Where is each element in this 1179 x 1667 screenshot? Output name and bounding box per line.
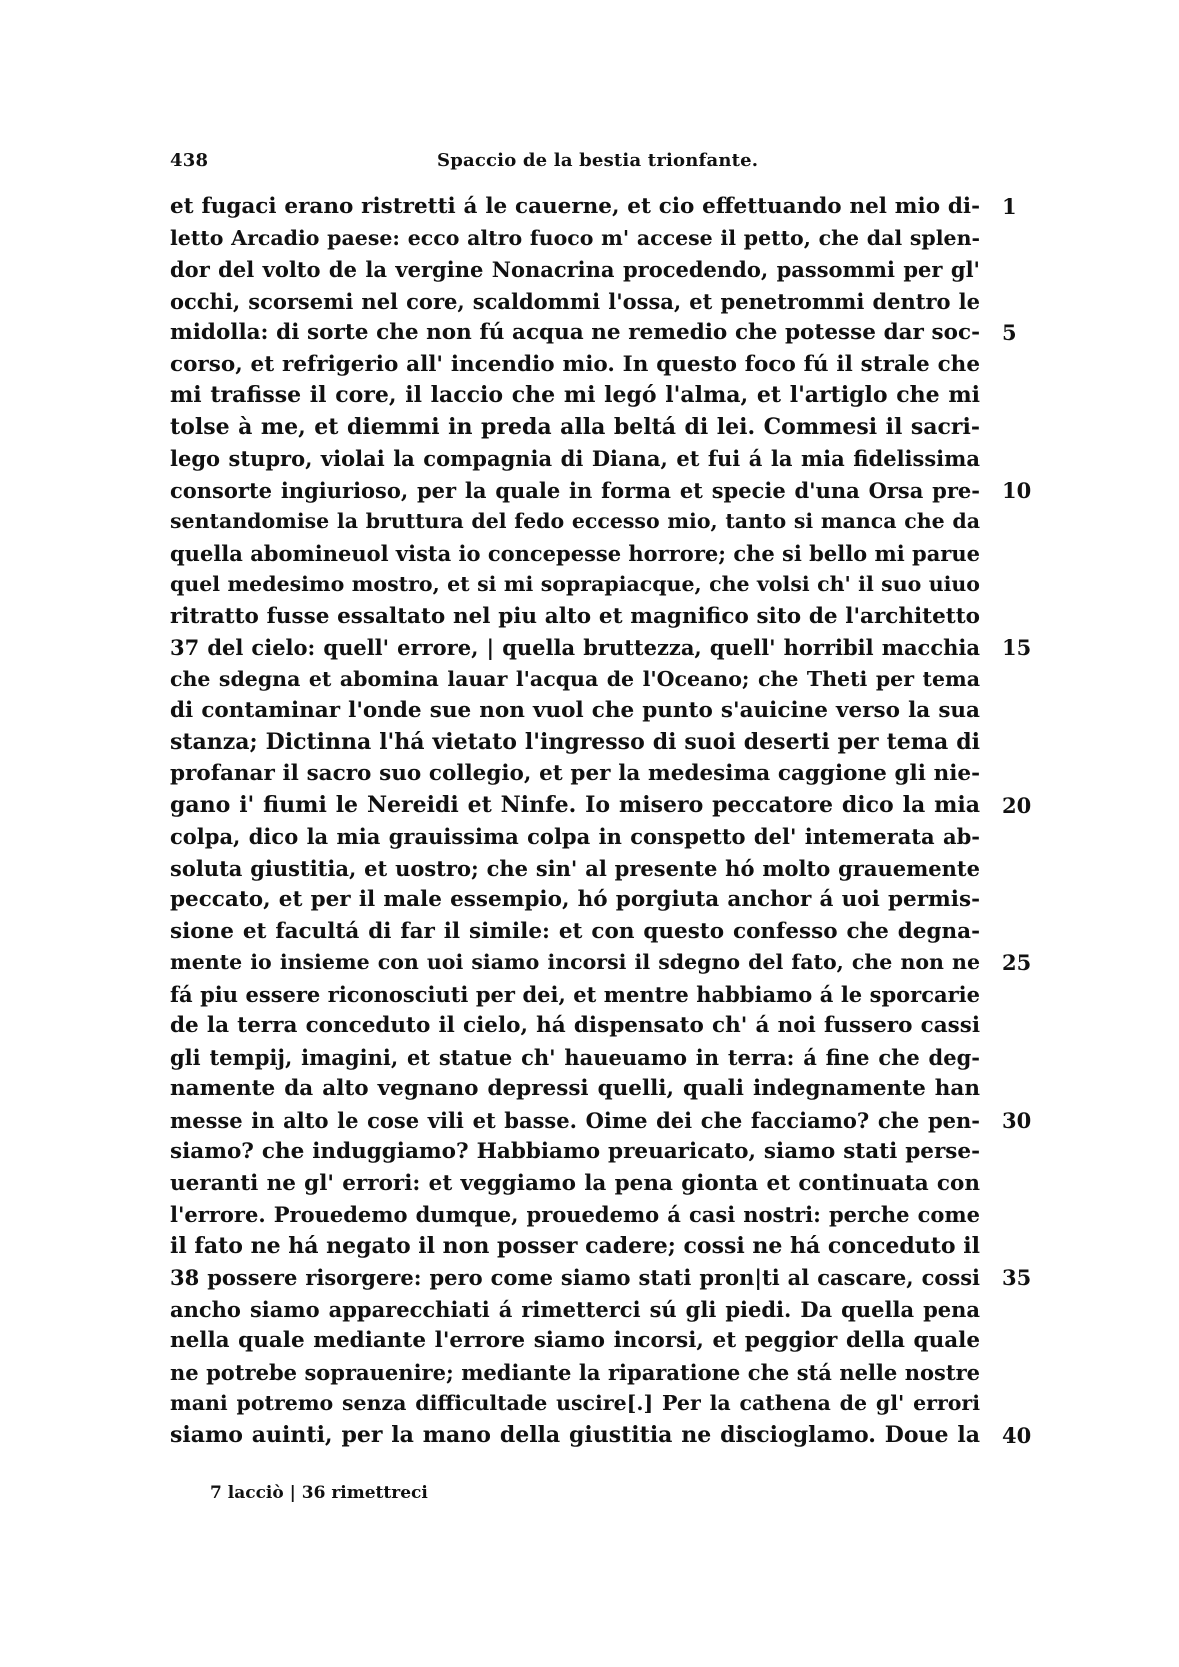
line-text: 37 del cielo: quell' errore, | quella bruttezza, quell' horribil macchia: [170, 635, 980, 660]
line-text: namente da alto vegnano depressi quelli, quali indegnamente han: [170, 1076, 980, 1101]
text-line: [170, 1357, 990, 1389]
line-text: occhi, scorsemi nel core, scaldommi l'ossa, et penetrommi dentro le: [170, 288, 980, 314]
line-text: ancho siamo apparecchiati á rimetterci sú gli piedi. Da quella pena: [170, 1296, 980, 1322]
text-line: [170, 1388, 990, 1420]
text-line: [170, 1325, 990, 1357]
line-number: 25: [1002, 950, 1032, 975]
text-line: [170, 664, 990, 696]
line-text: 38 possere risorgere: pero come siamo stati pron|ti al cascare, cossi: [170, 1265, 980, 1290]
line-number: 10: [1002, 477, 1032, 503]
line-text: tolse à me, et diemmi in preda alla beltá di lei. Commesi il sacri-: [170, 413, 980, 440]
text-line: [170, 632, 1032, 664]
line-text: quel medesimo mostro, et si mi soprapiacque, che volsi ch' il suo uiuo: [170, 572, 980, 596]
text-line: [170, 1199, 990, 1231]
text-line: [170, 349, 990, 381]
line-text: sione et facultá di far il simile: et con questo confesso che degna-: [170, 918, 980, 944]
line-text: consorte ingiurioso, per la quale in forma et specie d'una Orsa pre-: [170, 477, 980, 503]
line-text: letto Arcadio paese: ecco altro fuoco m' accese il petto, che dal splen-: [170, 225, 980, 250]
line-text: dor del volto de la vergine Nonacrina procedendo, passommi per gl': [170, 257, 980, 282]
text-line: [170, 884, 990, 916]
line-text: de la terra conceduto il cielo, há dispensato ch' á noi fussero cassi: [170, 1013, 980, 1038]
line-number: 20: [1002, 792, 1032, 818]
line-text: mani potremo senza difficultade uscire[.] Per la cathena de gl' errori: [170, 1391, 980, 1415]
text-line: [170, 1073, 990, 1105]
line-text: fá piu essere riconosciuti per dei, et mentre habbiamo á le sporcarie: [170, 981, 980, 1007]
line-text: di contaminar l'onde sue non vuol che punto s'auicine verso la sua: [170, 698, 980, 723]
line-text: gli tempij, imagini, et statue ch' haueuamo in terra: á fine che deg-: [170, 1044, 980, 1070]
line-text: quella abomineuol vista io concepesse horrore; che si bello mi parue: [170, 540, 980, 566]
line-text: sentandomise la bruttura del fedo eccesso mio, tanto si manca che da: [170, 509, 980, 533]
text-line: [170, 916, 990, 948]
running-title: Spaccio de la bestia trionfante.: [437, 150, 759, 171]
text-line: [170, 506, 990, 538]
line-text: midolla: di sorte che non fú acqua ne remedio che potesse dar soc-: [170, 320, 980, 345]
text-line: [170, 1168, 990, 1200]
line-text: ritratto fusse essaltato nel piu alto et magnifico sito de l'architetto: [170, 603, 980, 629]
text-line: [170, 1105, 1032, 1137]
line-text: siamo auinti, per la mano della giustitia ne discioglamo. Doue la: [170, 1421, 980, 1448]
text-line: [170, 601, 990, 633]
line-text: soluta giustitia, et uostro; che sin' al presente hó molto grauemente: [170, 855, 980, 881]
line-text: l'errore. Prouedemo dumque, prouedemo á casi nostri: perche come: [170, 1202, 980, 1227]
line-text: siamo? che induggiamo? Habbiamo preuaricato, siamo stati perse-: [170, 1139, 980, 1164]
line-text: et fugaci erano ristretti á le cauerne, et cio effettuando nel mio di-: [170, 194, 980, 219]
page-header: [170, 150, 990, 180]
line-text: ueranti ne gl' errori: et veggiamo la pena gionta et continuata con: [170, 1170, 980, 1196]
text-line: [170, 979, 990, 1011]
line-text: profanar il sacro suo collegio, et per la medesima caggione gli nie-: [170, 761, 980, 786]
line-number: 15: [1002, 635, 1032, 660]
text-line: [170, 1420, 1032, 1452]
text-line: [170, 821, 990, 853]
line-number: 30: [1002, 1107, 1032, 1133]
text-line: [170, 1294, 990, 1326]
text-line: [170, 286, 990, 318]
text-line: [170, 758, 990, 790]
line-text: peccato, et per il male essempio, hó porgiuta anchor á uoi permis-: [170, 887, 980, 912]
line-number: 40: [1002, 1422, 1032, 1448]
line-text: mente io insieme con uoi siamo incorsi il sdegno del fato, che non ne: [170, 950, 980, 974]
line-number: 5: [1002, 320, 1017, 345]
text-line: [170, 475, 1032, 507]
line-number: 35: [1002, 1265, 1032, 1290]
line-text: mi trafisse il core, il laccio che mi legó l'alma, et l'artiglo che mi: [170, 382, 980, 408]
text-line: [170, 727, 990, 759]
line-text: corso, et refrigerio all' incendio mio. In questo foco fú il strale che: [170, 351, 980, 377]
text-line: [170, 412, 990, 444]
text-line: [170, 790, 1032, 822]
line-text: ne potrebe soprauenire; mediante la riparatione che stá nelle nostre: [170, 1359, 980, 1385]
line-text: stanza; Dictinna l'há vietato l'ingresso di suoi deserti per tema di: [170, 728, 980, 755]
line-text: che sdegna et abomina lauar l'acqua de l'Oceano; che Theti per tema: [170, 666, 980, 691]
text-line: [170, 443, 990, 475]
text-line: [170, 254, 990, 286]
text-line: [170, 1231, 990, 1263]
critical-apparatus-footnote: 7 lacciò | 36 rimettreci: [210, 1483, 428, 1503]
line-text: colpa, dico la mia grauissima colpa in conspetto del' intemerata ab-: [170, 824, 980, 849]
line-text: nella quale mediante l'errore siamo incorsi, et peggior della quale: [170, 1328, 980, 1353]
text-line: [170, 1010, 990, 1042]
line-text: il fato ne há negato il non posser cadere; cossi ne há conceduto il: [170, 1232, 980, 1259]
page-number: 438: [170, 150, 209, 171]
text-line: [170, 380, 990, 412]
line-text: gano i' fiumi le Nereidi et Ninfe. Io misero peccatore dico la mia: [170, 791, 980, 818]
text-line: [170, 538, 990, 570]
text-line: [170, 695, 990, 727]
text-line: [170, 947, 1032, 979]
line-text: lego stupro, violai la compagnia di Diana, et fui á la mia fidelissima: [170, 446, 980, 471]
text-line: [170, 223, 990, 255]
text-line: [170, 853, 990, 885]
text-line: [170, 317, 1017, 349]
text-line: [170, 1262, 1032, 1294]
text-line: [170, 569, 990, 601]
text-line: [170, 1042, 990, 1074]
main-text-block: [170, 191, 1032, 1451]
line-text: messe in alto le cose vili et basse. Oime dei che facciamo? che pen-: [170, 1107, 980, 1133]
line-number: 1: [1002, 194, 1017, 219]
text-line: [170, 1136, 990, 1168]
text-line: [170, 191, 1017, 223]
